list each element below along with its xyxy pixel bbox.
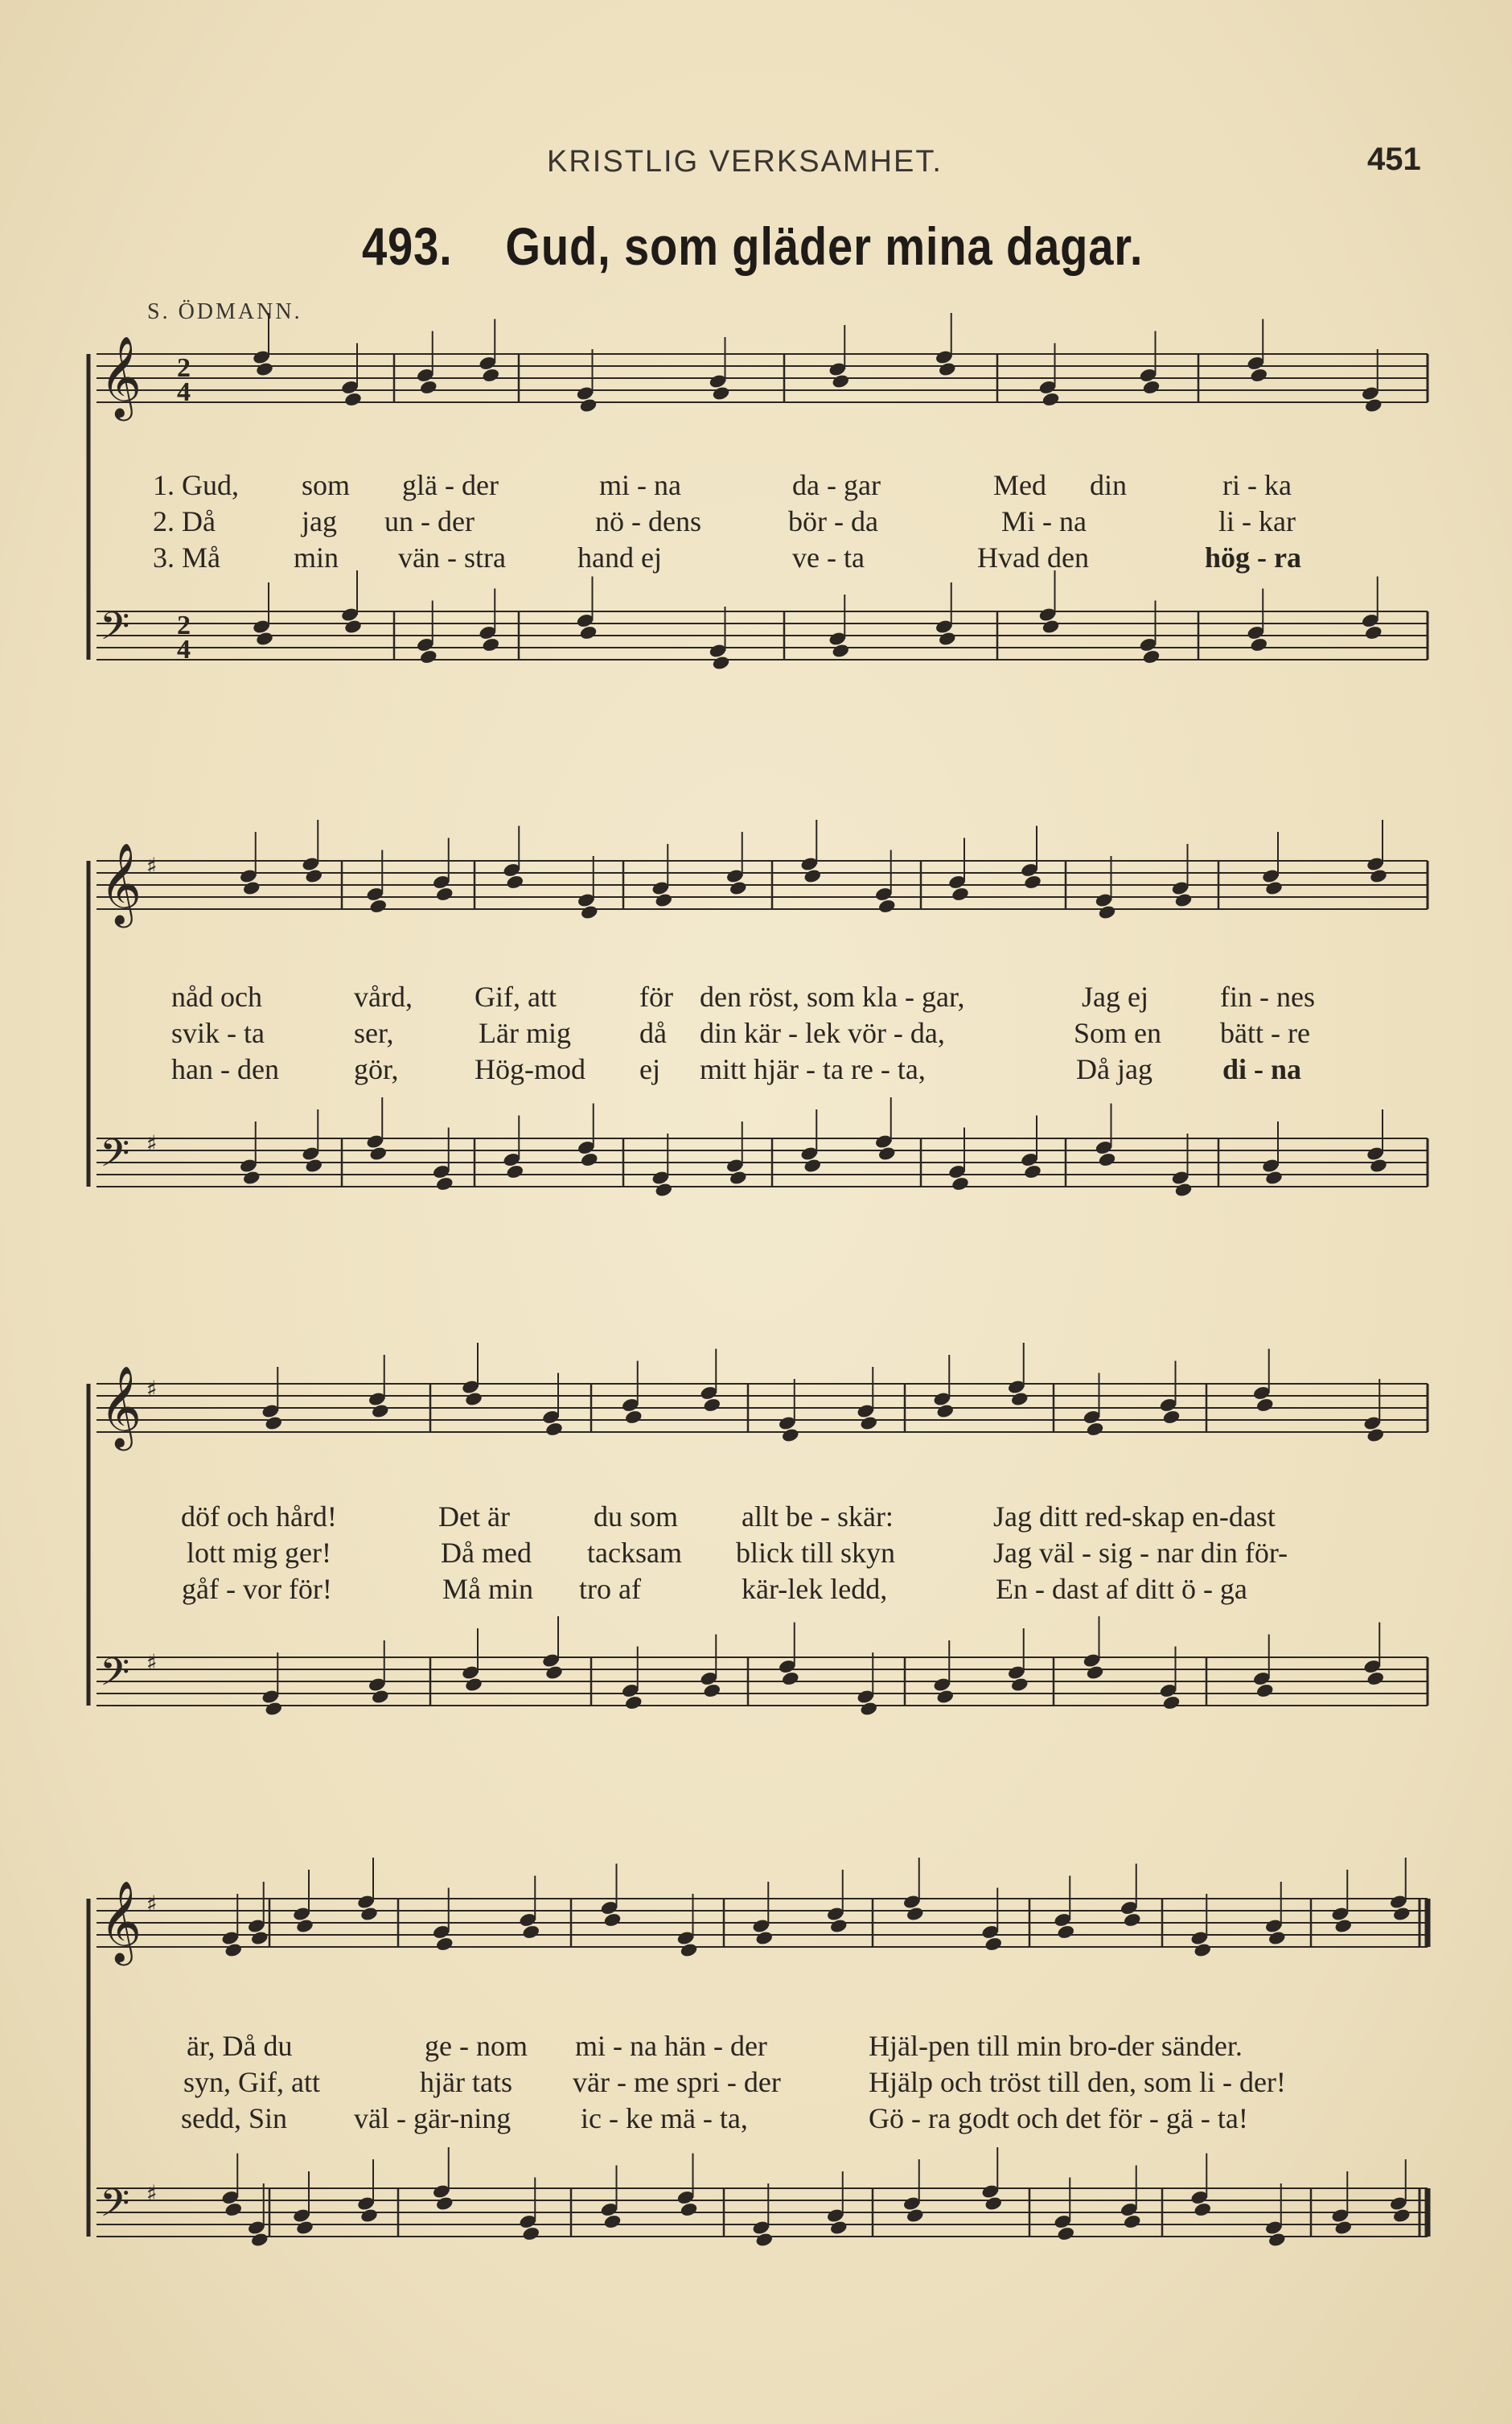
notehead: [829, 1918, 848, 1934]
notehead: [1010, 1391, 1029, 1407]
lyric-line: ej: [639, 1053, 660, 1085]
notehead: [1086, 1665, 1105, 1681]
lyric-line: allt be - skär:: [742, 1500, 894, 1533]
notehead: [1392, 1906, 1411, 1922]
notehead: [1255, 1683, 1275, 1699]
notehead: [1392, 2208, 1411, 2224]
notehead: [877, 1146, 897, 1162]
notehead: [304, 1158, 323, 1174]
notehead: [580, 904, 599, 920]
lyric-line: mi - na: [599, 469, 681, 501]
lyric-line: ve - ta: [792, 541, 865, 574]
lyric-line: vän - stra: [398, 541, 506, 574]
notehead: [951, 1176, 970, 1192]
notehead: [242, 880, 261, 896]
lyric-line: li - kar: [1218, 505, 1296, 537]
lyric-line: Hvad den: [977, 541, 1089, 574]
notehead: [419, 649, 438, 665]
lyric-line: di - na: [1222, 1053, 1302, 1085]
notehead: [1142, 380, 1161, 396]
notehead: [859, 1701, 878, 1717]
notehead: [435, 1176, 454, 1192]
lyric-line: fin - nes: [1220, 981, 1315, 1013]
lyric-line: ge - nom: [425, 2030, 528, 2062]
notehead: [435, 1936, 454, 1953]
running-head: KRISTLIG VERKSAMHET.: [547, 145, 943, 179]
sharp-icon: ♯: [146, 2180, 158, 2207]
lyric-line: un - der: [384, 505, 475, 537]
notehead: [754, 1930, 774, 1946]
lyric-line: Hjäl-pen till min bro-der sänder.: [869, 2030, 1243, 2062]
bass-clef-icon: 𝄢: [100, 2180, 130, 2235]
notehead: [951, 887, 970, 903]
notehead: [1193, 2202, 1212, 2218]
notehead: [1056, 2226, 1075, 2242]
notehead: [250, 1930, 269, 1946]
lyric-line: lott mig ger!: [187, 1537, 331, 1569]
notehead: [1042, 392, 1061, 408]
notehead: [729, 880, 748, 896]
lyric-line: 3. Må: [153, 541, 220, 574]
lyric-line: du som: [594, 1500, 679, 1533]
notehead: [255, 631, 274, 647]
notehead: [1086, 1422, 1105, 1438]
notehead: [1364, 625, 1383, 641]
notehead: [803, 1158, 822, 1174]
lyric-line: den röst, som kla - gar,: [700, 981, 965, 1013]
notehead: [729, 1170, 748, 1186]
lyric-line: blick till skyn: [736, 1537, 895, 1569]
notehead: [781, 1671, 800, 1687]
notehead: [435, 2196, 454, 2212]
lyric-line: då: [639, 1017, 667, 1049]
notehead: [255, 361, 274, 377]
treble-clef-icon: 𝄞: [100, 335, 142, 418]
time-signature-bottom: 4: [177, 377, 191, 407]
lyric-line: hand ej: [577, 541, 662, 574]
lyric-line: nåd och: [171, 981, 262, 1013]
notehead: [603, 1912, 622, 1928]
lyric-line: ser,: [354, 1017, 394, 1049]
notehead: [371, 1403, 390, 1419]
notehead: [360, 1906, 379, 1922]
treble-clef-icon: 𝄞: [100, 842, 142, 924]
notehead: [1366, 1427, 1385, 1443]
notehead: [906, 1906, 925, 1922]
lyric-line: sedd, Sin: [181, 2102, 288, 2134]
lyric-line: Hög-mod: [475, 1053, 585, 1085]
lyric-line: vär - me spri - der: [573, 2066, 781, 2098]
notehead: [264, 1701, 283, 1717]
notehead: [1162, 1695, 1181, 1711]
notehead: [1364, 397, 1383, 414]
lyric-line: En - dast af ditt ö - ga: [996, 1573, 1247, 1605]
notehead: [481, 368, 500, 384]
lyric-line: hjär tats: [420, 2066, 512, 2098]
lyric-line: gåf - vor för!: [182, 1573, 332, 1605]
notehead: [984, 1936, 1003, 1953]
notehead: [1268, 2232, 1287, 2248]
notehead: [242, 1170, 261, 1186]
lyric-line: Jag ej: [1082, 981, 1148, 1013]
notehead: [984, 2196, 1003, 2212]
lyric-line: nö - dens: [595, 505, 701, 537]
lyric-line: tro af: [579, 1573, 641, 1605]
notehead: [360, 2208, 379, 2224]
notehead: [831, 643, 850, 659]
notehead: [1162, 1410, 1181, 1426]
notehead: [803, 868, 822, 884]
notehead: [371, 1689, 390, 1705]
notehead: [1264, 880, 1284, 896]
notehead: [304, 868, 323, 884]
lyric-line: Som en: [1074, 1017, 1162, 1049]
notehead: [1249, 637, 1268, 653]
notehead: [1174, 892, 1194, 908]
notehead: [877, 899, 897, 915]
notehead: [521, 2226, 540, 2242]
lyric-line: Må min: [442, 1573, 533, 1605]
notehead: [1249, 368, 1268, 384]
notehead: [368, 899, 388, 915]
notehead: [1366, 1671, 1385, 1687]
notehead: [1042, 619, 1061, 635]
notehead: [935, 1689, 955, 1705]
lyric-line: Jag ditt red-skap en-dast: [993, 1500, 1276, 1533]
notehead: [1193, 1942, 1212, 1958]
time-signature-top: 2: [177, 611, 191, 640]
lyric-line: ri - ka: [1222, 469, 1292, 501]
composer-credit: S. ÖDMANN.: [147, 299, 302, 324]
notehead: [712, 385, 731, 401]
sharp-icon: ♯: [146, 1891, 158, 1917]
lyric-line: ic - ke mä - ta,: [581, 2102, 748, 2134]
lyric-line: döf och hård!: [181, 1500, 337, 1533]
notehead: [906, 2208, 925, 2224]
bass-clef-icon: 𝄢: [100, 1649, 130, 1704]
notehead: [938, 361, 957, 377]
notehead: [654, 1182, 673, 1198]
notehead: [343, 619, 363, 635]
lyric-line: da - gar: [792, 469, 881, 501]
notehead: [1056, 1924, 1075, 1940]
notehead: [624, 1695, 643, 1711]
lyric-line: för: [639, 981, 673, 1013]
notehead: [1123, 1912, 1142, 1928]
lyric-line: 1. Gud,: [153, 469, 239, 501]
notehead: [1142, 649, 1161, 665]
lyric-line: bätt - re: [1220, 1017, 1310, 1049]
hymn-number: 493.: [362, 216, 453, 276]
notehead: [831, 373, 850, 389]
notehead: [579, 397, 598, 414]
notehead: [1023, 1164, 1042, 1180]
notehead: [435, 887, 454, 903]
notehead: [603, 2214, 622, 2230]
notehead: [781, 1427, 800, 1443]
bass-clef-icon: 𝄢: [100, 1130, 130, 1185]
notehead: [505, 1164, 524, 1180]
lyric-line: min: [294, 541, 339, 574]
lyric-line: Hjälp och tröst till den, som li - der!: [869, 2066, 1286, 2098]
lyric-line: Mi - na: [1001, 505, 1087, 537]
lyric-line: Med: [993, 469, 1046, 501]
lyric-line: din kär - lek vör - da,: [700, 1017, 945, 1049]
notehead: [419, 380, 438, 396]
notehead: [680, 1942, 699, 1958]
notehead: [250, 2232, 269, 2248]
lyric-line: väl - gär-ning: [354, 2102, 512, 2134]
notehead: [654, 892, 673, 908]
lyric-line: syn, Gif, att: [183, 2066, 320, 2098]
notehead: [1333, 2220, 1353, 2236]
lyric-line: tacksam: [587, 1537, 682, 1569]
sharp-icon: ♯: [146, 1376, 158, 1402]
lyric-line: vård,: [354, 981, 413, 1013]
lyric-line: Då med: [441, 1537, 532, 1569]
notehead: [1264, 1170, 1284, 1186]
sharp-icon: ♯: [146, 853, 158, 879]
time-signature-top: 2: [177, 353, 191, 383]
treble-clef-icon: 𝄞: [100, 1364, 142, 1447]
notehead: [1268, 1930, 1287, 1946]
notehead: [580, 1152, 599, 1168]
notehead: [1369, 868, 1388, 884]
notehead: [544, 1665, 564, 1681]
notehead: [579, 625, 598, 641]
notehead: [343, 392, 363, 408]
notehead: [224, 1942, 243, 1958]
lyric-line: Lär mig: [479, 1017, 571, 1049]
lyric-line: Jag väl - sig - nar din för-: [993, 1537, 1288, 1569]
notehead: [938, 631, 957, 647]
notehead: [544, 1422, 564, 1438]
notehead: [224, 2202, 243, 2218]
lyric-line: Gif, att: [475, 981, 557, 1013]
hymn-title-text: Gud, som gläder mina dagar.: [505, 216, 1144, 276]
lyric-line: Gö - ra godt och det för - gä - ta!: [869, 2102, 1248, 2134]
notehead: [1369, 1158, 1388, 1174]
notehead: [521, 1924, 540, 1940]
lyric-line: hög - ra: [1205, 541, 1301, 574]
sharp-icon: ♯: [146, 1649, 158, 1676]
notehead: [464, 1391, 483, 1407]
page-number: 451: [1367, 142, 1421, 177]
notehead: [680, 2202, 699, 2218]
notehead: [505, 875, 524, 891]
lyric-line: Det är: [438, 1500, 510, 1533]
notehead: [1010, 1677, 1029, 1693]
lyric-line: bör - da: [788, 505, 878, 537]
notehead: [295, 2220, 314, 2236]
notehead: [1123, 2214, 1142, 2230]
notehead: [1023, 875, 1042, 891]
lyric-line: 2. Då: [153, 505, 216, 537]
lyric-line: glä - der: [402, 469, 499, 501]
notehead: [1333, 1918, 1353, 1934]
notehead: [754, 2232, 774, 2248]
lyric-line: mi - na hän - der: [575, 2030, 767, 2062]
notehead: [464, 1677, 483, 1693]
notehead: [829, 2220, 848, 2236]
notehead: [1174, 1182, 1194, 1198]
lyric-line: Då jag: [1076, 1053, 1152, 1085]
lyric-line: mitt hjär - ta re - ta,: [700, 1053, 926, 1085]
notehead: [624, 1410, 643, 1426]
notehead: [1255, 1397, 1275, 1414]
bass-clef-icon: 𝄢: [100, 603, 130, 658]
lyric-line: kär-lek ledd,: [742, 1573, 888, 1605]
lyric-line: som: [302, 469, 351, 501]
notehead: [1098, 904, 1117, 920]
notehead: [481, 637, 500, 653]
notehead: [1098, 1152, 1117, 1168]
notehead: [712, 655, 731, 671]
lyric-line: är, Då du: [187, 2030, 293, 2062]
notehead: [935, 1403, 955, 1419]
lyric-line: din: [1090, 469, 1128, 501]
lyric-line: han - den: [171, 1053, 279, 1085]
notehead: [295, 1918, 314, 1934]
treble-clef-icon: 𝄞: [100, 1879, 142, 1962]
lyric-line: svik - ta: [171, 1017, 265, 1049]
lyric-line: gör,: [354, 1053, 399, 1085]
notehead: [702, 1397, 721, 1414]
notehead: [859, 1415, 878, 1431]
notehead: [368, 1146, 388, 1162]
time-signature-bottom: 4: [177, 635, 191, 665]
lyric-line: jag: [302, 505, 337, 537]
sharp-icon: ♯: [146, 1130, 158, 1157]
notehead: [264, 1415, 283, 1431]
notehead: [702, 1683, 721, 1699]
